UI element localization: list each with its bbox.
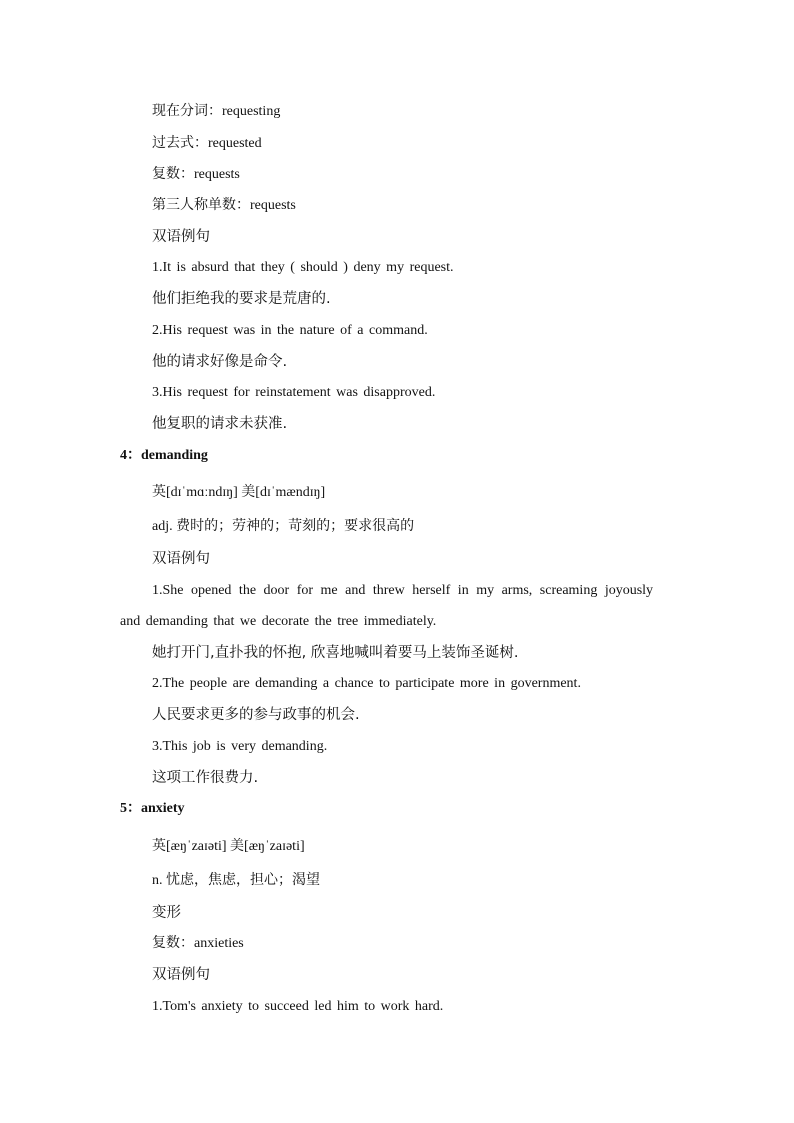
past-tense-line: 过去式：requested [152, 136, 262, 151]
plural-line: 复数：requests [152, 167, 240, 182]
example-sentence-en: 2.His request was in the nature of a command. [152, 323, 428, 338]
example-sentence-zh: 他的请求好像是命令. [152, 354, 288, 370]
phonetic-line: 英[dɪˈmɑːndɪŋ] 美[dɪˈmændɪŋ] [152, 485, 326, 500]
example-sentence-en: 3.His request for reinstatement was disapproved. [152, 385, 436, 400]
example-sentence-en: 1.Tom's anxiety to succeed led him to work hard. [152, 999, 444, 1014]
example-sentence-en: 3.This job is very demanding. [152, 739, 328, 754]
definition-line: adj. 费时的；劳神的；苛刻的；要求很高的 [152, 519, 415, 534]
bilingual-examples-label: 双语例句 [152, 551, 210, 567]
example-sentence-en: 1.It is absurd that they ( should ) deny my request. [152, 260, 454, 275]
inflections-label: 变形 [152, 905, 181, 921]
example-sentence-en-continued: and demanding that we decorate the tree immediately. [120, 614, 437, 629]
word-heading-anxiety: 5：anxiety [120, 801, 185, 816]
example-sentence-zh: 她打开门,直扑我的怀抱, 欣喜地喊叫着要马上装饰圣诞树. [152, 645, 519, 661]
bilingual-examples-label: 双语例句 [152, 229, 210, 245]
example-sentence-zh: 人民要求更多的参与政事的机会. [152, 707, 360, 723]
present-participle-line: 现在分词：requesting [152, 104, 281, 119]
definition-line: n. 忧虑，焦虑，担心；渴望 [152, 873, 320, 888]
example-sentence-zh: 他们拒绝我的要求是荒唐的. [152, 291, 331, 307]
plural-line: 复数：anxieties [152, 936, 244, 951]
example-sentence-zh: 这项工作很费力. [152, 770, 259, 786]
example-sentence-en: 2.The people are demanding a chance to participate more in government. [152, 676, 581, 691]
bilingual-examples-label: 双语例句 [152, 967, 210, 983]
third-person-line: 第三人称单数：requests [152, 198, 296, 213]
example-sentence-en: 1.She opened the door for me and threw herself in my arms, screaming joyously [152, 583, 654, 598]
phonetic-line: 英[æŋˈzaɪəti] 美[æŋˈzaɪəti] [152, 839, 305, 854]
word-heading-demanding: 4：demanding [120, 448, 208, 463]
example-sentence-zh: 他复职的请求未获准. [152, 416, 288, 432]
